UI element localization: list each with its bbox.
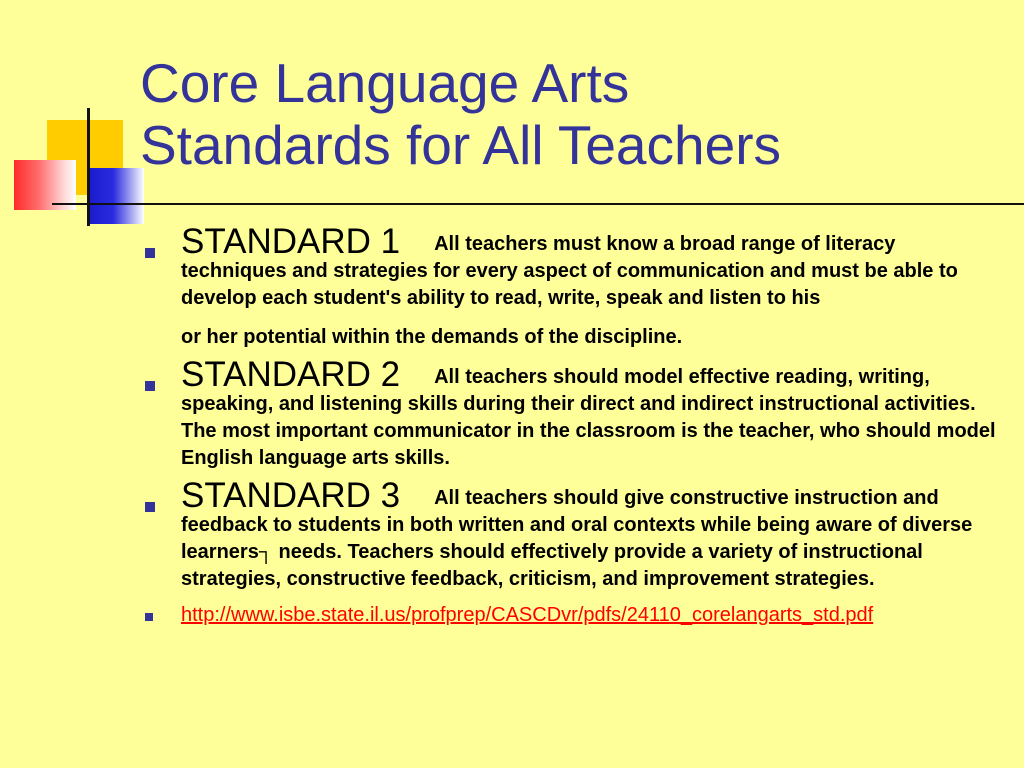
standard-text: All teachers should model effective reading, writing, speaking, and listening skills during their direct and indirect instructional activities. The most important communicator in the classroom is the teacher, who should model English language arts skills. [181,366,996,469]
standard-label: STANDARD 2 [181,355,401,394]
bullet-square-icon [145,613,153,621]
bullet-standard-2 [145,355,1000,472]
standard-label: STANDARD 1 [181,222,401,261]
slide-title [140,52,781,176]
bullet-standard-1 [145,222,1000,351]
standard-text-tail: or her potential within the demands of the discipline. [181,326,683,348]
bullet-square-icon [145,248,155,258]
bullet-list [145,222,1000,637]
bullet-source-link [145,603,1000,627]
decorative-blue-square [88,168,144,224]
slide-title-line-2: Standards for All Teachers [140,114,782,176]
decorative-horizontal-line [52,203,1024,205]
bullet-standard-3 [145,476,1000,593]
standard-text: All teachers should give constructive instruction and feedback to students in both written and oral contexts while being aware of diverse learners┐ needs. Teachers should effectively provide a variety of instructional strategies, constructive feedback, criticism, and improvement strategies. [181,487,973,590]
bullet-square-icon [145,381,155,391]
standard-label: STANDARD 3 [181,476,401,515]
slide-title-line-1: Core Language Arts [140,52,630,114]
standard-text: All teachers must know a broad range of literacy techniques and strategies for every aspect of communication and must be able to develop each student's ability to read, write, speak and listen to his [181,233,958,309]
bullet-square-icon [145,502,155,512]
source-link[interactable]: http://www.isbe.state.il.us/profprep/CASCDvr/pdfs/24110_corelangarts_std.pdf [181,604,874,626]
decorative-vertical-line [87,108,90,226]
